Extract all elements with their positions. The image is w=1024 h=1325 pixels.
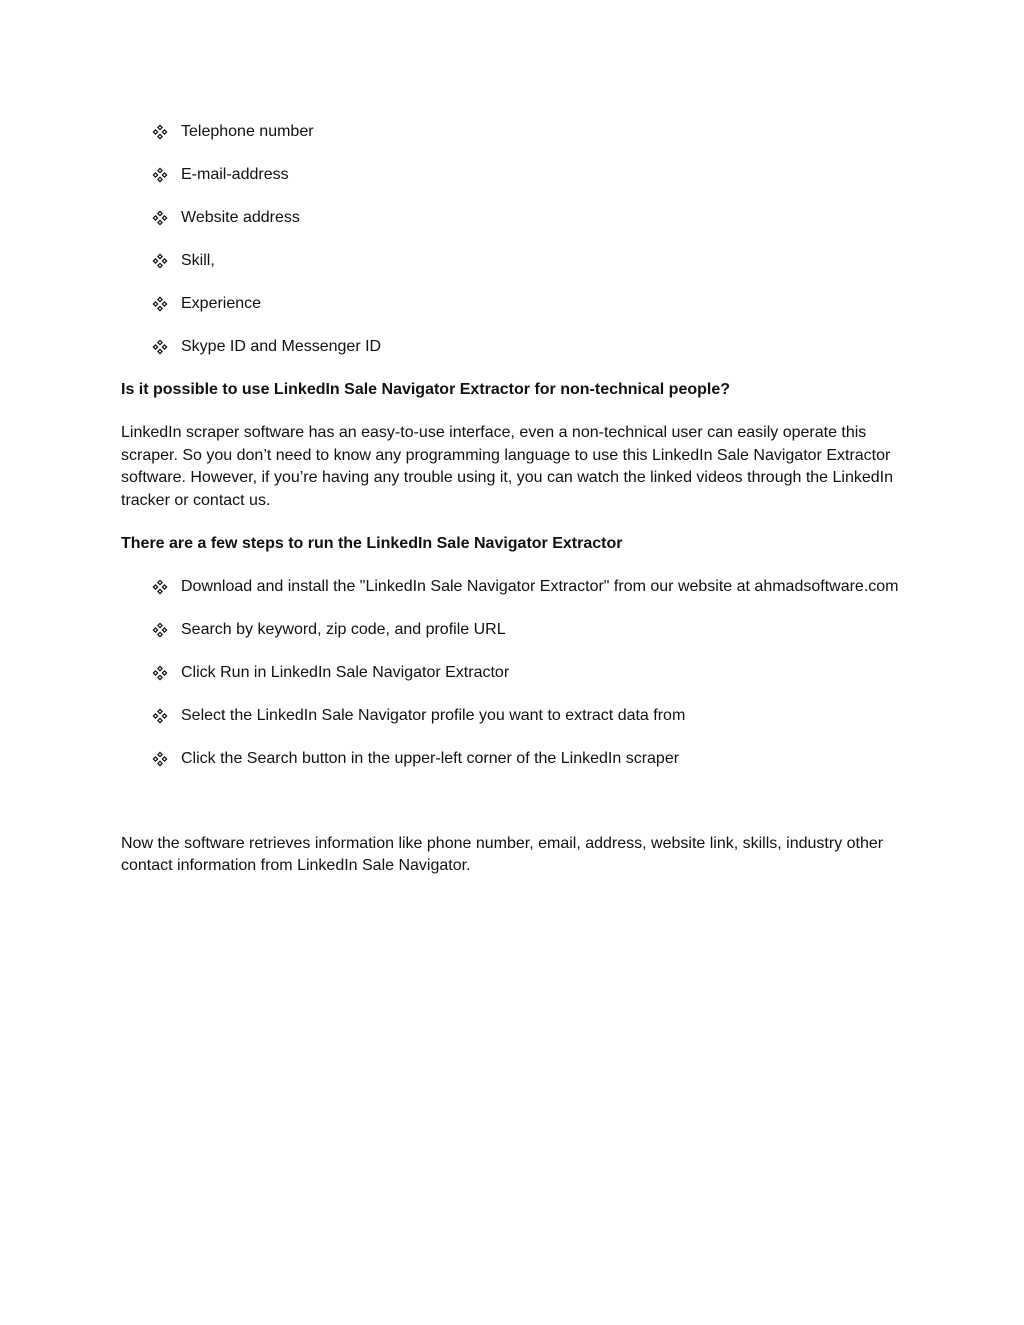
list-item-text: Website address xyxy=(181,209,300,226)
list-item-text: Experience xyxy=(181,295,262,312)
section-heading-non-technical: Is it possible to use LinkedIn Sale Navigator Extractor for non-technical people? xyxy=(121,381,731,398)
contact-fields-list xyxy=(121,121,911,359)
list-item xyxy=(121,662,911,685)
diamond-bullet-icon xyxy=(152,253,168,269)
section-heading-steps: There are a few steps to run the LinkedIn Sale Navigator Extractor xyxy=(121,534,623,552)
document-body xyxy=(121,121,911,898)
list-item-text: Download and install the "LinkedIn Sale Navigator Extractor" from our website at ahmadsoftware.com xyxy=(181,577,899,595)
list-item xyxy=(121,336,911,359)
list-item-text: Click the Search button in the upper-left corner of the LinkedIn scraper xyxy=(181,749,680,767)
list-item-text: Telephone number xyxy=(181,123,314,140)
list-item-text: E-mail-address xyxy=(181,166,289,183)
diamond-bullet-icon xyxy=(152,124,168,140)
list-item xyxy=(121,164,911,187)
diamond-bullet-icon xyxy=(152,665,168,681)
paragraph-interface: LinkedIn scraper software has an easy-to-use interface, even a non-technical user can easily operate this scraper. So you don’t need to know any programming language to use this LinkedIn Sale Navigator Extractor software. However, if you’re having any trouble using it, you can watch the linked videos through the LinkedIn tracker or contact us. xyxy=(121,424,894,509)
list-item xyxy=(121,619,911,642)
steps-list xyxy=(121,576,911,771)
diamond-bullet-icon xyxy=(152,167,168,183)
list-item-text: Skill, xyxy=(181,252,215,269)
blank-line xyxy=(121,791,911,833)
list-item xyxy=(121,748,911,771)
diamond-bullet-icon xyxy=(152,751,168,767)
list-item xyxy=(121,207,911,230)
list-item xyxy=(121,293,911,316)
list-item-text: Search by keyword, zip code, and profile URL xyxy=(181,620,506,638)
diamond-bullet-icon xyxy=(152,296,168,312)
list-item xyxy=(121,705,911,728)
list-item xyxy=(121,121,911,144)
list-item xyxy=(121,576,911,599)
list-item xyxy=(121,250,911,273)
diamond-bullet-icon xyxy=(152,210,168,226)
diamond-bullet-icon xyxy=(152,622,168,638)
diamond-bullet-icon xyxy=(152,579,168,595)
paragraph-conclusion: Now the software retrieves information like phone number, email, address, website link, skills, industry other contact information from LinkedIn Sale Navigator. xyxy=(121,834,884,874)
list-item-text: Skype ID and Messenger ID xyxy=(181,338,382,355)
list-item-text: Select the LinkedIn Sale Navigator profile you want to extract data from xyxy=(181,706,686,724)
list-item-text: Click Run in LinkedIn Sale Navigator Extractor xyxy=(181,663,510,681)
diamond-bullet-icon xyxy=(152,339,168,355)
diamond-bullet-icon xyxy=(152,708,168,724)
